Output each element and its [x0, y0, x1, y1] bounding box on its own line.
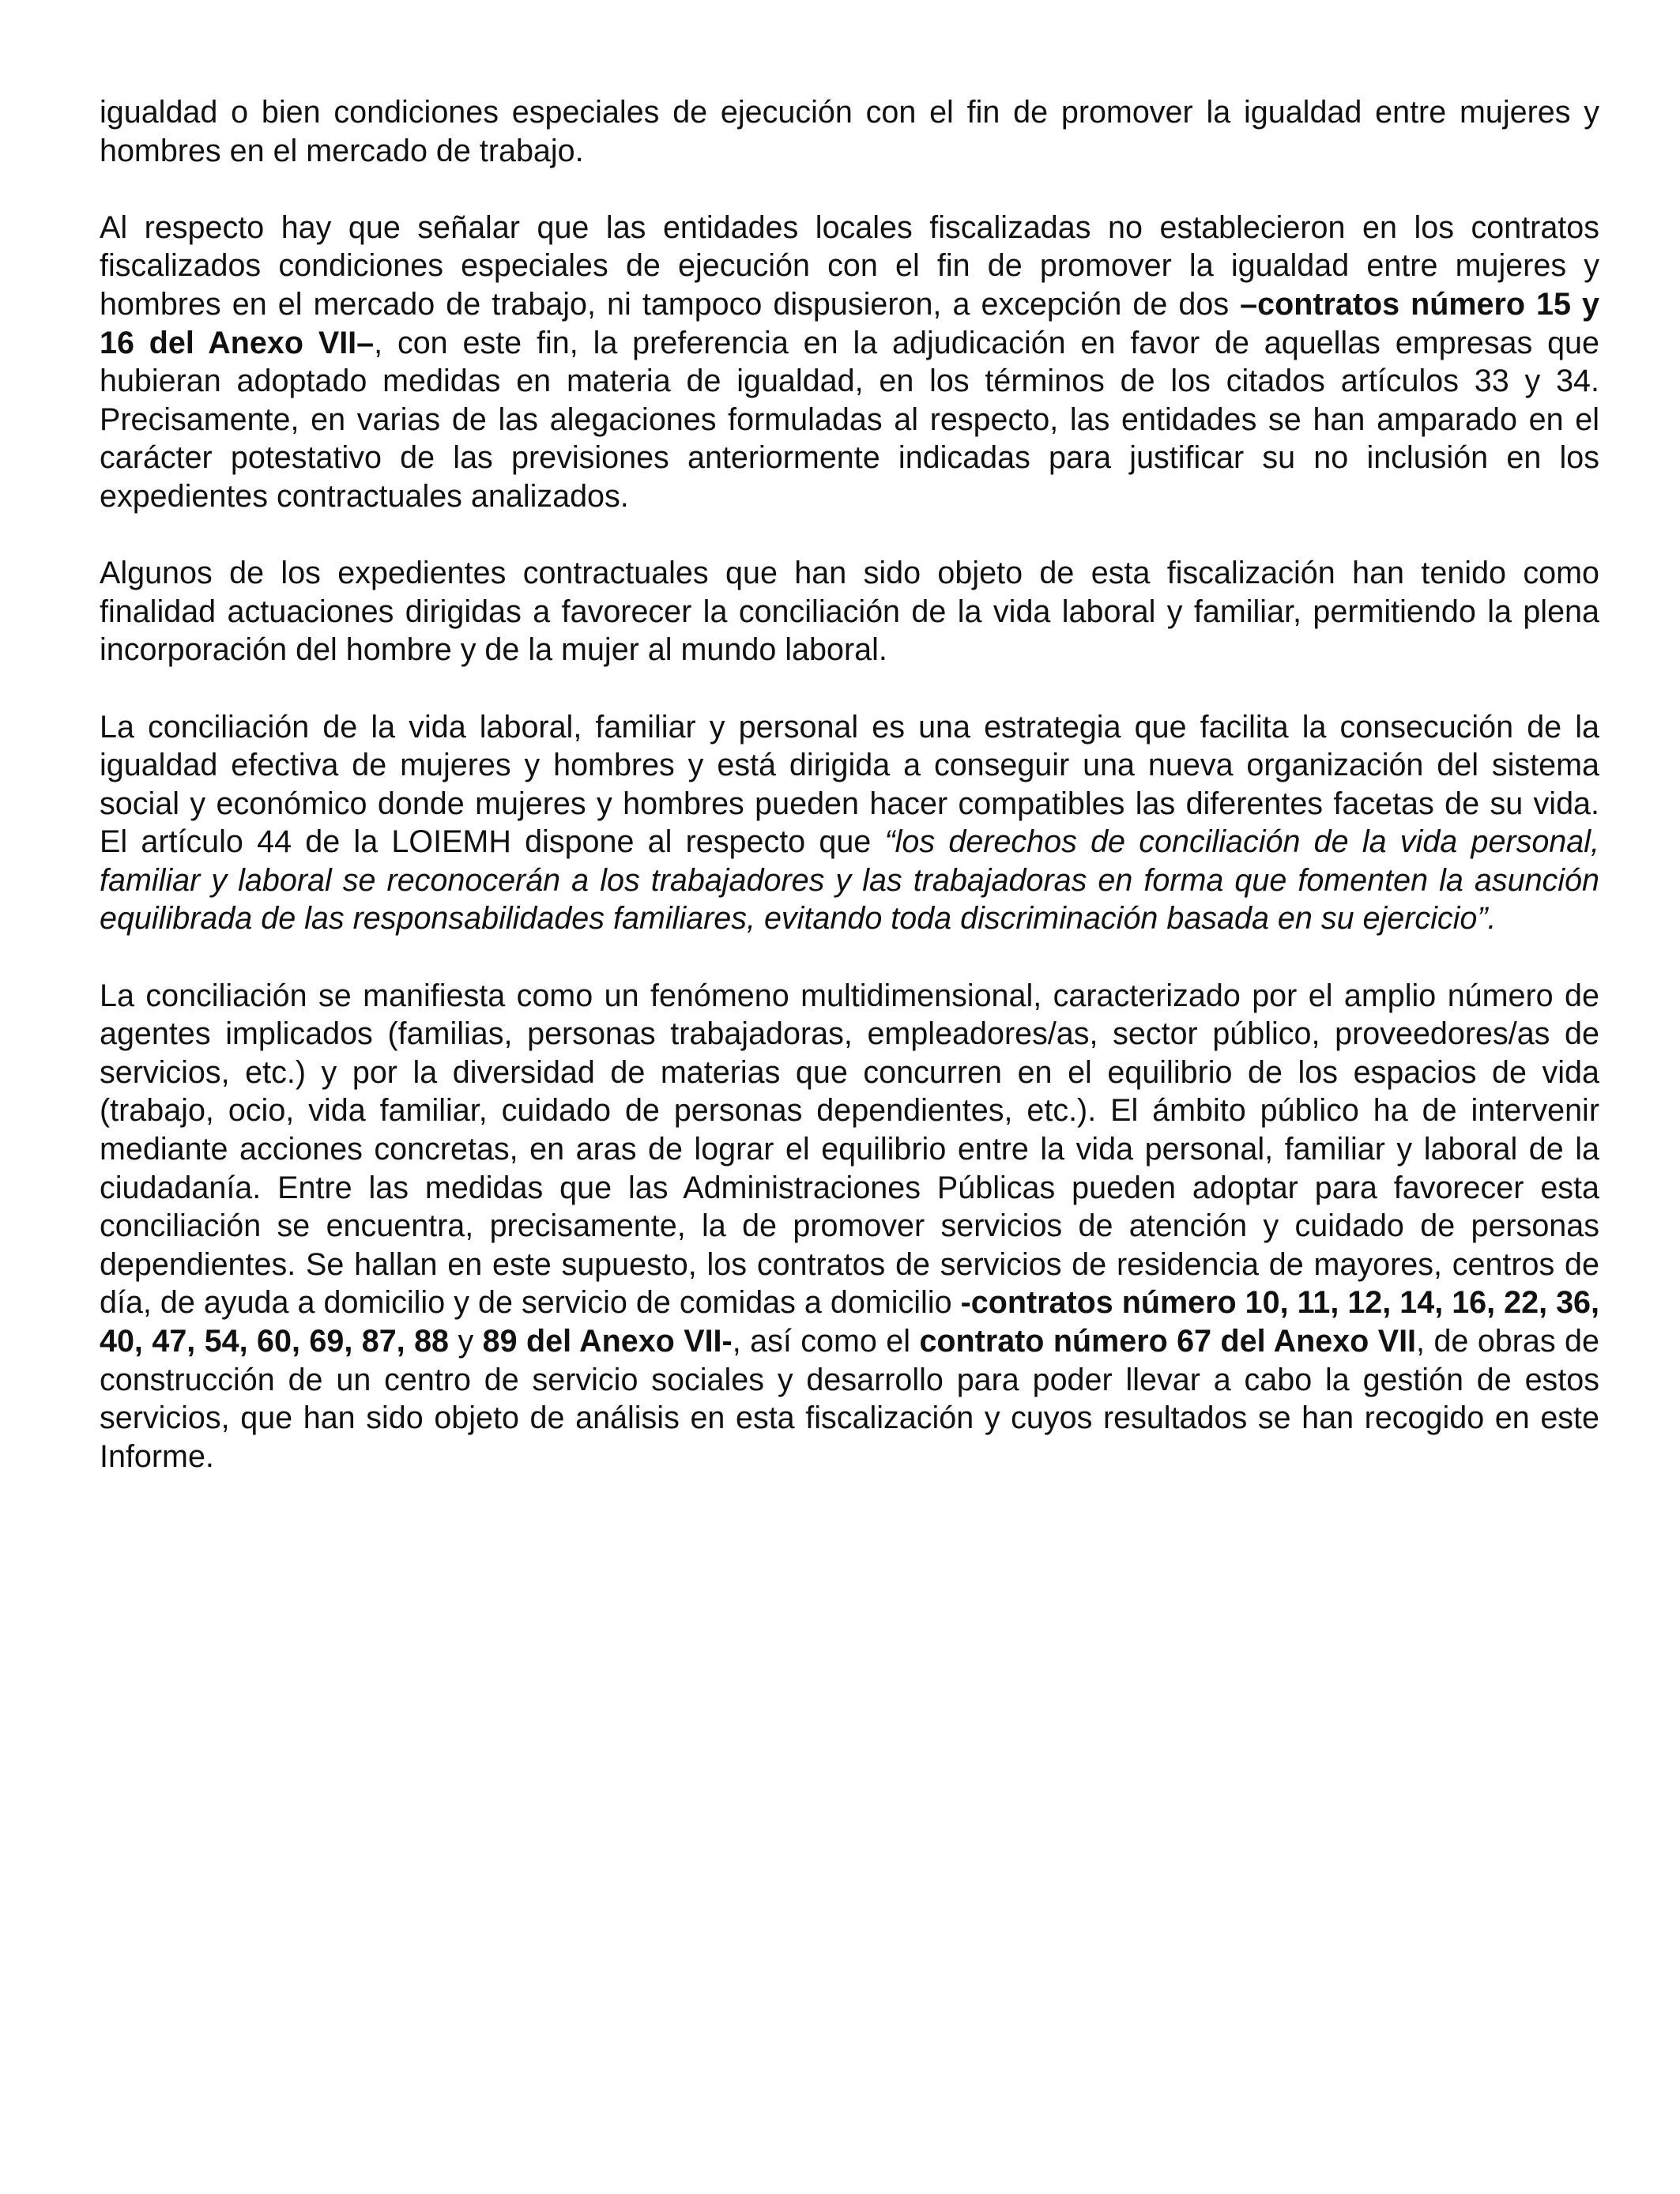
- text-segment: , así como el: [732, 1324, 920, 1359]
- text-segment: Al respecto hay que señalar que las entidades locales fiscalizadas no establecieron en los contratos fiscalizados condiciones especiales de ejecución con el fin de promover la igualdad entre mujeres y hombres en el mercado de trabajo, ni tampoco dispusieron, a excepción de dos: [100, 209, 1599, 322]
- bold-reference: 89 del Anexo VII-: [482, 1324, 733, 1359]
- paragraph-3: [100, 554, 1599, 669]
- paragraph-5: [100, 977, 1599, 1476]
- bold-reference: -contratos número 10, 11, 12, 14, 16, 22, 36, 40, 47, 54, 60, 69, 87, 88: [100, 1285, 1599, 1359]
- text-segment: , de obras de construcción de un centro de servicio sociales y desarrollo para poder llevar a cabo la gestión de estos servicios, que han sido objeto de análisis en esta fiscalización y cuyos resultados se han recogido en este Informe.: [100, 1324, 1599, 1474]
- paragraph-1: [100, 93, 1599, 170]
- text-segment: La conciliación se manifiesta como un fenómeno multidimensional, caracterizado por el amplio número de agentes implicados (familias, personas trabajadoras, empleadores/as, sector público, proveedores/as de servicios, etc.) y por la diversidad de materias que concurren en el equilibrio de los espacios de vida (trabajo, ocio, vida familiar, cuidado de personas dependientes, etc.). El ámbito público ha de intervenir mediante acciones concretas, en aras de lograr el equilibrio entre la vida personal, familiar y laboral de la ciudadanía. Entre las medidas que las Administraciones Públicas pueden adoptar para favorecer esta conciliación se encuentra, precisamente, la de promover servicios de atención y cuidado de personas dependientes. Se hallan en este supuesto, los contratos de servicios de residencia de mayores, centros de día, de ayuda a domicilio y de servicio de comidas a domicilio: [100, 978, 1599, 1321]
- text-segment: Algunos de los expedientes contractuales que han sido objeto de esta fiscalización han tenido como finalidad actuaciones dirigidas a favorecer la conciliación de la vida laboral y familiar, permitiendo la plena incorporación del hombre y de la mujer al mundo laboral.: [100, 556, 1599, 668]
- bold-reference: contrato número 67 del Anexo VII: [919, 1324, 1417, 1359]
- paragraph-2: [100, 209, 1599, 516]
- document-page: [100, 93, 1599, 1476]
- text-segment: igualdad o bien condiciones especiales de ejecución con el fin de promover la igualdad entre mujeres y hombres en el mercado de trabajo.: [100, 95, 1599, 168]
- text-segment: y: [449, 1324, 483, 1359]
- bold-reference: –contratos número 15 y 16 del Anexo VII–: [100, 286, 1599, 360]
- italic-quote: “los derechos de conciliación de la vida personal, familiar y laboral se reconocerán a los trabajadores y las trabajadoras en forma que fomenten la asunción equilibrada de las responsabilidades familiares, evitando toda discriminación basada en su ejercicio”.: [100, 824, 1599, 937]
- text-segment: , con este fin, la preferencia en la adjudicación en favor de aquellas empresas que hubieran adoptado medidas en materia de igualdad, en los términos de los citados artículos 33 y 34. Precisamente, en varias de las alegaciones formuladas al respecto, las entidades se han amparado en el carácter potestativo de las previsiones anteriormente indicadas para justificar su no inclusión en los expedientes contractuales analizados.: [100, 325, 1599, 514]
- paragraph-4: [100, 708, 1599, 939]
- text-segment: La conciliación de la vida laboral, familiar y personal es una estrategia que facilita la consecución de la igualdad efectiva de mujeres y hombres y está dirigida a conseguir una nueva organización del sistema social y económico donde mujeres y hombres pueden hacer compatibles las diferentes facetas de su vida. El artículo 44 de la LOIEMH dispone al respecto que: [100, 709, 1599, 860]
